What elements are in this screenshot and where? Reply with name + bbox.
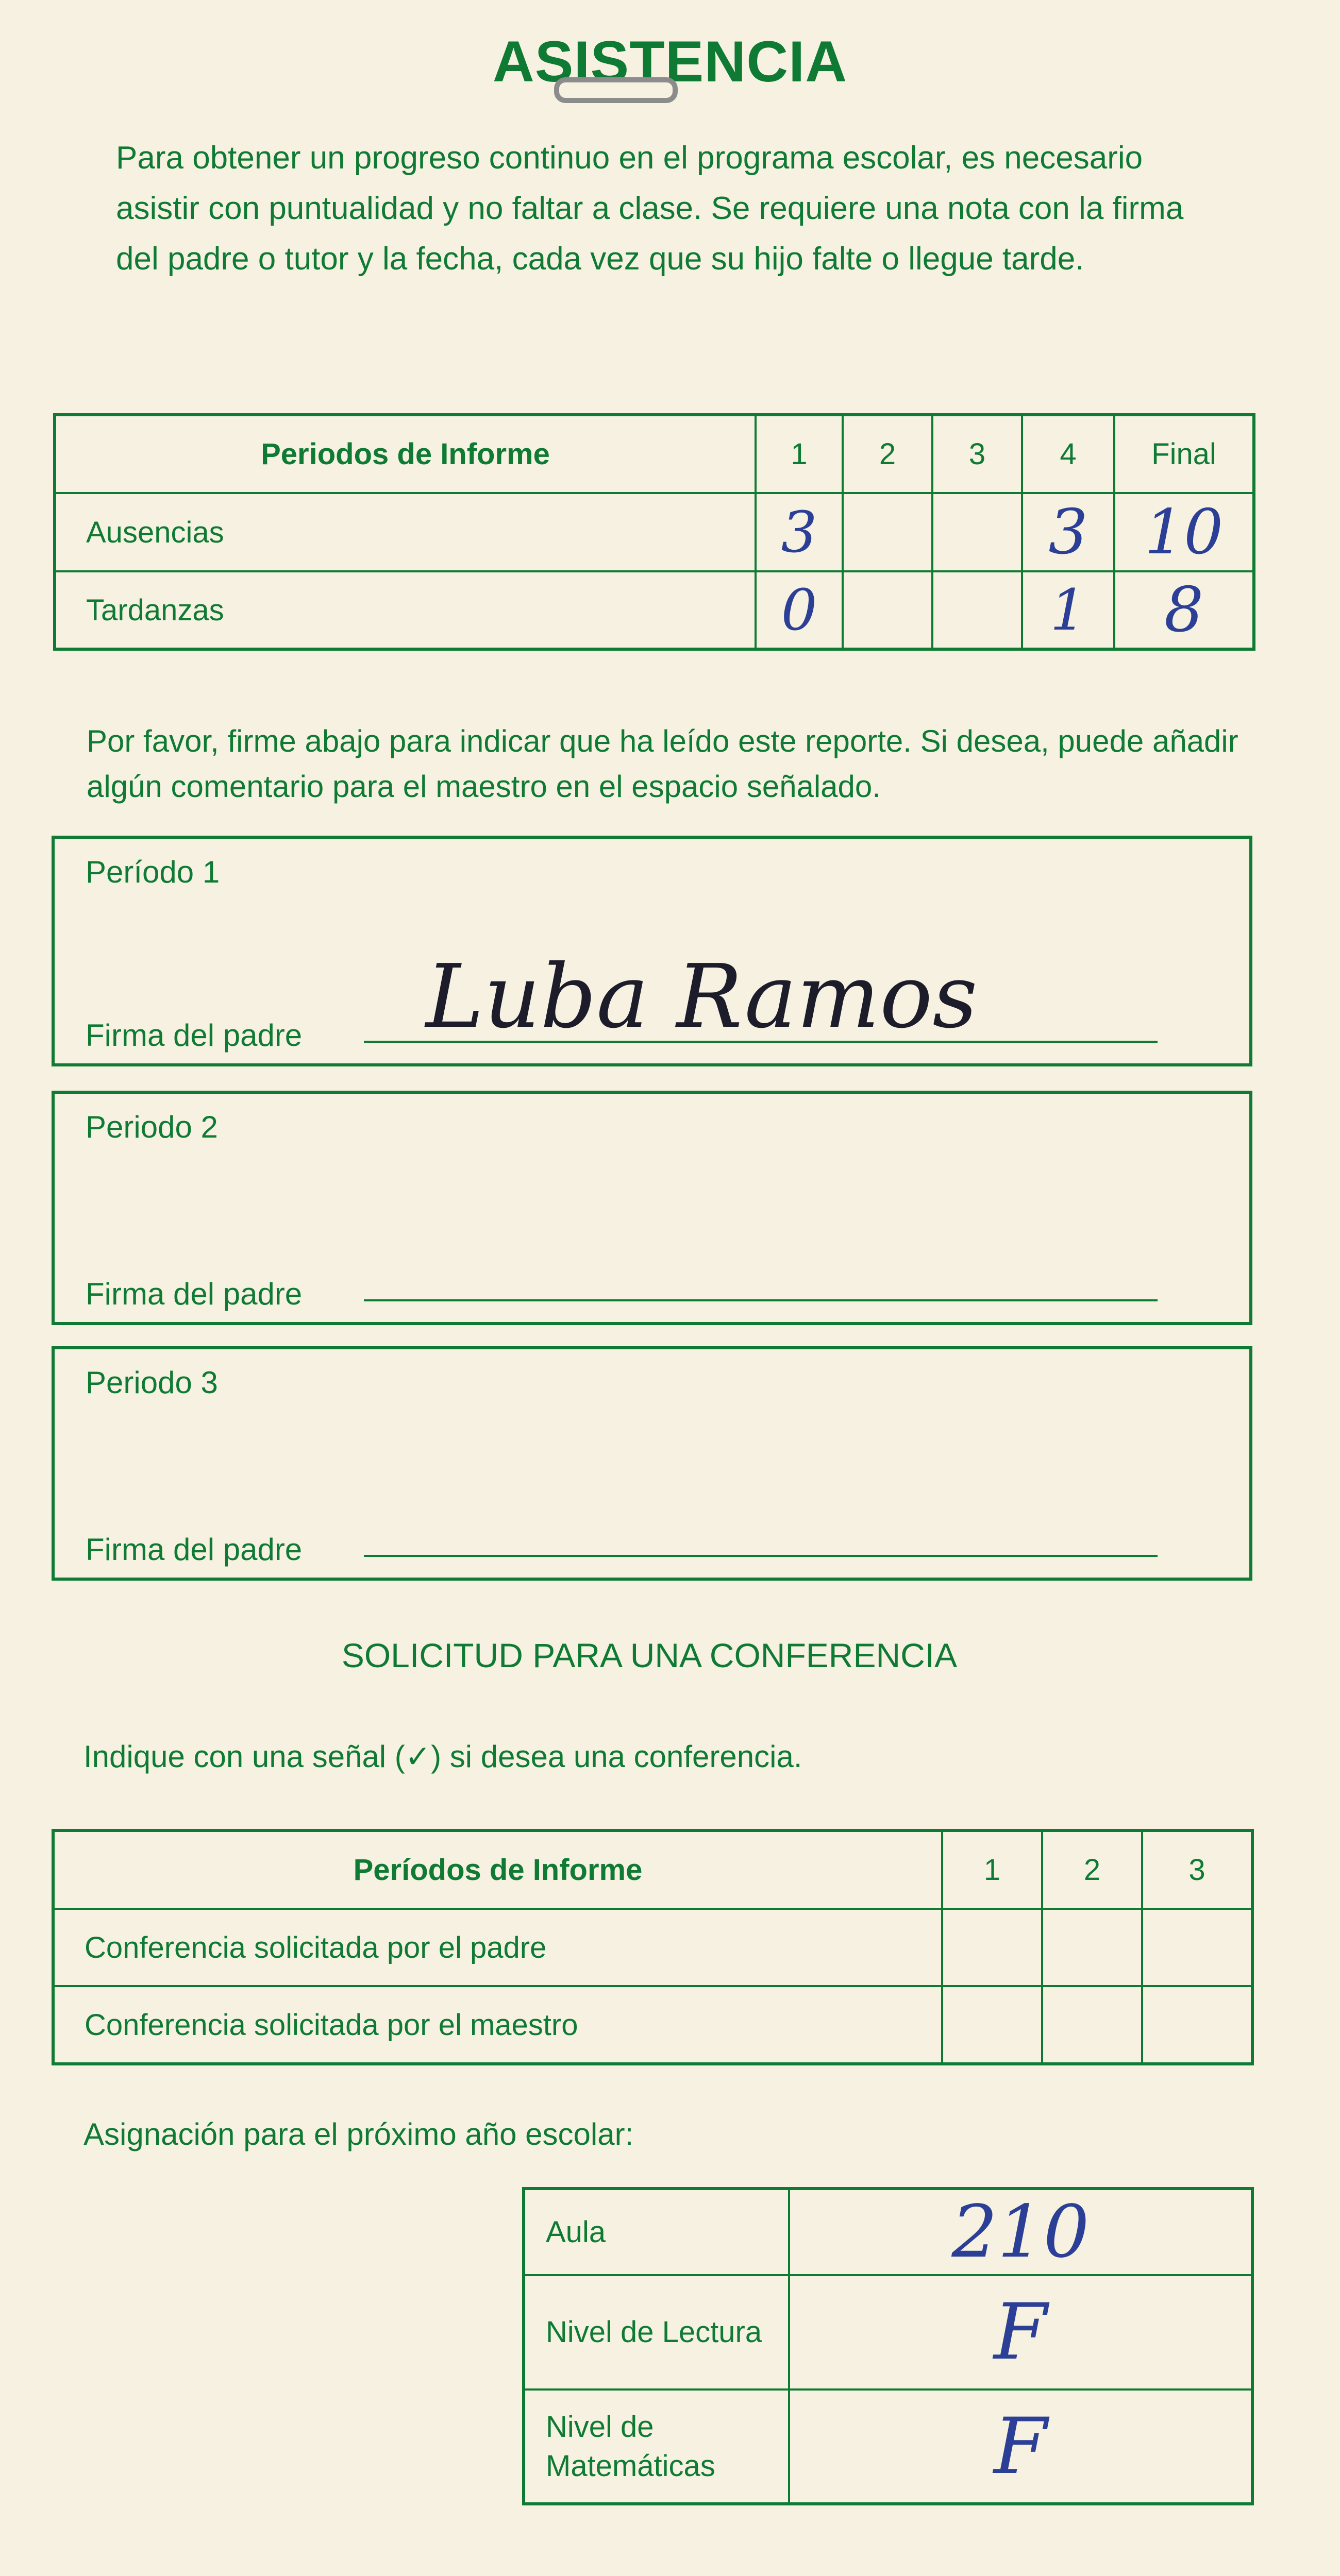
conference-heading: SOLICITUD PARA UNA CONFERENCIA [341,1636,958,1674]
parent-signature-label: Firma del padre [86,1532,303,1567]
attendance-header-row [55,415,1254,493]
conference-teacher-p3 [1142,1986,1252,2064]
attendance-row-absences [55,493,1254,571]
assignment-row-classroom [524,2189,1252,2275]
assignment-row-reading [524,2275,1252,2389]
tardies-final: 8 [1114,571,1254,649]
conference-row-parent [53,1909,1252,1986]
absences-final: 10 [1114,493,1254,571]
signature-box-period-3 [52,1346,1252,1581]
conference-parent-p2 [1042,1909,1142,1986]
assignment-table [522,2187,1254,2505]
conference-header-1: 1 [942,1831,1042,1909]
header-periods: Periodos de Informe [55,415,756,493]
conference-instruction: Indique con una señal (✓) si desea una conferencia. [83,1739,802,1774]
row-label-absences: Ausencias [55,493,756,571]
absences-p1: 3 [756,493,843,571]
sign-instructions: Por favor, firme abajo para indicar que ha leído este reporte. Si desea, puede añadir algún comentario para el maestro en el espacio señalado. [87,724,1238,804]
period-3-label: Periodo 3 [86,1365,218,1400]
signature-line [364,1299,1158,1301]
signature-box-period-1 [52,836,1252,1066]
attendance-table [53,413,1255,651]
conference-parent-p3 [1142,1909,1252,1986]
intro-paragraph: Para obtener un progreso continuo en el programa escolar, es necesario asistir con puntualidad y no faltar a clase. Se requiere una nota con la firma del padre o tutor y la fecha, cada vez que su hijo falte o llegue tarde. [116,140,1184,277]
row-label-tardies: Tardanzas [55,571,756,649]
absences-p4: 3 [1022,493,1114,571]
conference-row-label: Conferencia solicitada por el maestro [53,1986,942,2064]
conference-parent-p1 [942,1909,1042,1986]
header-period-4: 4 [1022,415,1114,493]
header-period-2: 2 [843,415,932,493]
assignment-label-classroom: Aula [524,2189,789,2275]
tardies-p4: 1 [1022,571,1114,649]
absences-p3 [932,493,1022,571]
attendance-row-tardies [55,571,1254,649]
assignment-label-reading: Nivel de Lectura [524,2275,789,2389]
conference-header-row [53,1831,1252,1909]
assignment-value-classroom: 210 [789,2189,1252,2275]
header-period-3: 3 [932,415,1022,493]
tardies-p1: 0 [756,571,843,649]
conference-header-periods: Períodos de Informe [53,1831,942,1909]
tardies-p3 [932,571,1022,649]
header-final: Final [1114,415,1254,493]
parent-signature: Luba Ramos [426,946,978,1048]
page-title: ASISTENCIA [492,29,848,94]
conference-table [52,1829,1254,2065]
parent-signature-label: Firma del padre [86,1018,303,1053]
assignment-label: Asignación para el próximo año escolar: [83,2117,634,2151]
staple [554,77,678,103]
assignment-value-math: F [789,2389,1252,2504]
header-period-1: 1 [756,415,843,493]
period-1-label: Período 1 [86,855,220,889]
conference-header-3: 3 [1142,1831,1252,1909]
absences-p2 [843,493,932,571]
tardies-p2 [843,571,932,649]
signature-line [364,1555,1158,1557]
conference-teacher-p1 [942,1986,1042,2064]
period-2-label: Periodo 2 [86,1110,218,1144]
conference-row-label: Conferencia solicitada por el padre [53,1909,942,1986]
parent-signature-label: Firma del padre [86,1277,303,1311]
assignment-row-math [524,2389,1252,2504]
assignment-label-math: Nivel de Matemáticas [524,2389,789,2504]
assignment-value-reading: F [789,2275,1252,2389]
conference-teacher-p2 [1042,1986,1142,2064]
conference-header-2: 2 [1042,1831,1142,1909]
conference-row-teacher [53,1986,1252,2064]
signature-box-period-2 [52,1091,1252,1325]
